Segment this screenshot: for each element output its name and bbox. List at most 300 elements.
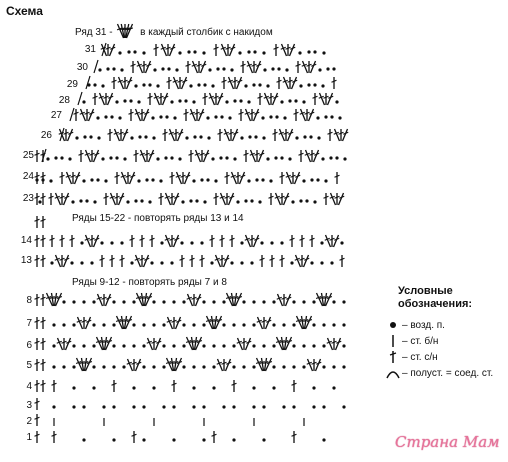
chain-stitch (250, 261, 253, 264)
chain-stitch (302, 100, 305, 103)
chain-stitch (182, 323, 185, 326)
chain-stitch (247, 100, 250, 103)
chain-stitch (52, 344, 55, 347)
chain-stitch (82, 100, 85, 103)
double-crochet-stitch (58, 338, 63, 350)
double-crochet-stitch (156, 338, 161, 350)
double-crochet-stitch (94, 235, 99, 247)
double-crochet-stitch (149, 150, 154, 162)
double-crochet-stitch (288, 129, 293, 141)
chain-stitch (335, 100, 338, 103)
chain-stitch (252, 300, 255, 303)
double-crochet-stitch (320, 93, 325, 105)
double-crochet-stitch (225, 129, 230, 141)
chain-stitch (302, 344, 305, 347)
chain-stitch (126, 200, 129, 203)
chain-stitch (262, 438, 265, 441)
double-crochet-stitch (304, 255, 309, 267)
chain-stitch (316, 178, 319, 181)
chain-stitch (292, 300, 295, 303)
double-crochet-stitch (290, 44, 295, 56)
chain-stitch (170, 100, 173, 103)
chain-stitch (97, 136, 100, 139)
double-crochet-stitch (196, 150, 201, 162)
chain-stitch (310, 261, 313, 264)
chain-stitch (252, 365, 255, 368)
row31-description: в каждый столбик с накидом (140, 27, 273, 38)
double-crochet-stitch (256, 61, 261, 73)
chain-stitch (342, 323, 345, 326)
chain-stitch (239, 99, 242, 102)
double-crochet-stitch (311, 61, 316, 73)
legend-item-single-crochet (386, 334, 438, 348)
chain-stitch (262, 405, 265, 408)
chain-stitch (52, 365, 55, 368)
double-crochet-stitch (251, 150, 256, 162)
chain-stitch (269, 115, 272, 118)
chain-stitch (202, 405, 205, 408)
chain-dot-icon (386, 318, 400, 332)
chain-stitch (152, 136, 155, 139)
row-number-6: 6 (26, 340, 32, 351)
chain-stitch (72, 386, 75, 389)
chain-stitch (102, 365, 105, 368)
chain-stitch (70, 261, 73, 264)
chain-stitch (280, 241, 283, 244)
chain-stitch (303, 135, 306, 138)
chain-stitch (38, 200, 41, 203)
chain-stitch (302, 365, 305, 368)
double-crochet-stitch (229, 77, 234, 89)
chain-stitch (202, 365, 205, 368)
chain-stitch (160, 261, 163, 264)
chain-stitch (72, 405, 75, 408)
chain-stitch (320, 241, 323, 244)
chain-stitch (151, 116, 154, 119)
chain-stitch (152, 386, 155, 389)
chain-stitch (222, 300, 225, 303)
double-crochet-stitch (136, 109, 141, 121)
row-number-28: 28 (58, 95, 70, 106)
double-crochet-stitch (210, 93, 215, 105)
chain-stitch (330, 261, 333, 264)
double-crochet-stitch (115, 129, 120, 141)
legend-item-slip-stitch (386, 366, 493, 380)
chain-stitch (89, 135, 92, 138)
double-crochet-stitch (230, 44, 235, 56)
chain-stitch (272, 365, 275, 368)
double-crochet-stitch (163, 93, 168, 105)
chain-stitch (140, 199, 143, 202)
chain-stitch (112, 67, 115, 70)
row-number-25: 25 (22, 150, 34, 161)
chain-stitch (222, 405, 225, 408)
chain-stitch (322, 323, 325, 326)
chain-stitch (106, 67, 109, 70)
chain-stitch (242, 365, 245, 368)
chain-stitch (262, 344, 265, 347)
chain-stitch (335, 156, 338, 159)
chain-stitch (322, 365, 325, 368)
chain-stitch (133, 50, 136, 53)
legend-label-double-crochet: – ст. с/н (402, 351, 438, 363)
chain-stitch (184, 99, 187, 102)
double-crochet-stitch (266, 317, 271, 329)
double-crochet-stitch (248, 61, 253, 73)
chain-stitch (134, 84, 137, 87)
double-crochet-stitch (258, 317, 263, 329)
chain-stitch (203, 83, 206, 86)
row31-label: Ряд 31 - (75, 27, 113, 38)
chain-stitch (109, 156, 112, 159)
double-crochet-stitch (314, 150, 319, 162)
double-crochet-stitch (284, 77, 289, 89)
chain-stitch (222, 67, 225, 70)
chain-stitch (102, 323, 105, 326)
chain-stitch (272, 323, 275, 326)
chain-stitch (152, 300, 155, 303)
chain-stitch (342, 405, 345, 408)
double-crochet-stitch (122, 172, 127, 184)
chain-stitch (156, 84, 159, 87)
chain-stitch (312, 323, 315, 326)
double-crochet-stitch (296, 255, 301, 267)
legend-label-slip-stitch: – полуст. = соед. ст. (402, 367, 494, 379)
chain-stitch (170, 261, 173, 264)
chain-stitch (292, 405, 295, 408)
chain-stitch (202, 323, 205, 326)
row-number-2: 2 (26, 416, 32, 427)
double-crochet-stitch (86, 317, 91, 329)
chain-stitch (167, 67, 170, 70)
double-crochet-stitch (170, 129, 175, 141)
row-number-7: 7 (26, 318, 32, 329)
chain-stitch (285, 68, 288, 71)
chain-stitch (148, 200, 151, 203)
chain-stitch (122, 300, 125, 303)
chain-stitch (230, 68, 233, 71)
chain-stitch (295, 136, 298, 139)
watermark: Страна Мам (395, 433, 500, 451)
double-crochet-stitch (237, 77, 242, 89)
chain-stitch (219, 156, 222, 159)
chain-stitch (340, 241, 343, 244)
chain-stitch (46, 157, 49, 160)
double-crochet-stitch (136, 359, 141, 371)
double-crochet-stitch (336, 338, 341, 350)
double-crochet-stitch (292, 77, 297, 89)
double-crochet-stitch (174, 77, 179, 89)
chain-stitch (193, 135, 196, 138)
chain-stitch (72, 344, 75, 347)
chain-stitch (172, 344, 175, 347)
chain-stitch (233, 99, 236, 102)
chain-stitch (207, 136, 210, 139)
chain-stitch (225, 100, 228, 103)
chain-stitch (178, 99, 181, 102)
chain-stitch (144, 135, 147, 138)
chain-stitch (170, 156, 173, 159)
chain-stitch (312, 386, 315, 389)
chain-stitch (206, 116, 209, 119)
chain-stitch (172, 438, 175, 441)
chain-stitch (292, 344, 295, 347)
chain-stitch (299, 84, 302, 87)
chain-stitch (82, 344, 85, 347)
chain-stitch (192, 405, 195, 408)
chain-stitch (200, 178, 203, 181)
chain-stitch (72, 365, 75, 368)
chain-stitch (98, 68, 101, 71)
chain-stitch (110, 241, 113, 244)
chain-stitch (90, 178, 93, 181)
double-crochet-stitch (108, 93, 113, 105)
row-number-31: 31 (84, 44, 96, 55)
double-crochet-stitch (204, 150, 209, 162)
chain-stitch (159, 179, 162, 182)
chain-stitch (252, 323, 255, 326)
chain-stitch (162, 344, 165, 347)
chain-stitch (62, 323, 65, 326)
legend-item-double-crochet (386, 350, 438, 364)
double-crochet-stitch (276, 193, 281, 205)
row-number-3: 3 (26, 400, 32, 411)
double-crochet-stitch (66, 338, 71, 350)
chain-stitch (248, 135, 251, 138)
chain-stitch (283, 116, 286, 119)
chain-stitch (212, 344, 215, 347)
chain-stitch (72, 300, 75, 303)
chain-stitch (127, 50, 130, 53)
chain-stitch (305, 199, 308, 202)
double-crochet-stitch (111, 193, 116, 205)
chain-stitch (230, 261, 233, 264)
double-crochet-stitch (182, 77, 187, 89)
chain-stitch (151, 178, 154, 181)
double-crochet-stitch (110, 44, 115, 56)
chain-stitch (123, 99, 126, 102)
double-crochet-stitch (308, 359, 313, 371)
chain-stitch (321, 157, 324, 160)
chain-stitch (182, 344, 185, 347)
row-number-14: 14 (20, 235, 32, 246)
chain-stitch (92, 300, 95, 303)
double-crochet-stitch (123, 129, 128, 141)
double-crochet-stitch (193, 61, 198, 73)
chain-stitch (240, 136, 243, 139)
double-crochet-stitch (316, 359, 321, 371)
chain-stitch (332, 323, 335, 326)
chain-stitch (195, 199, 198, 202)
chain-stitch (192, 386, 195, 389)
double-crochet-stitch (246, 338, 251, 350)
chain-stitch (342, 365, 345, 368)
double-crochet-stitch (75, 172, 80, 184)
double-crochet-stitch (78, 317, 83, 329)
double-crochet-stitch (94, 150, 99, 162)
chain-stitch (49, 179, 52, 182)
chain-stitch (238, 51, 241, 54)
chain-stitch (270, 241, 273, 244)
chain-stitch (330, 115, 333, 118)
double-crochet-stitch (119, 77, 124, 89)
chain-stitch (181, 200, 184, 203)
rows-15-22-note: Ряды 15-22 - повторять ряды 13 и 14 (72, 213, 244, 224)
chain-stitch (292, 365, 295, 368)
chain-stitch (211, 84, 214, 87)
chain-stitch (142, 323, 145, 326)
chain-stitch (232, 405, 235, 408)
double-crochet-stitch (339, 193, 344, 205)
chain-stitch (112, 438, 115, 441)
chain-stitch (192, 323, 195, 326)
chain-stitch (83, 135, 86, 138)
chain-stitch (275, 115, 278, 118)
chain-stitch (258, 200, 261, 203)
chain-stitch (112, 300, 115, 303)
chain-stitch (202, 51, 205, 54)
chain-stitch (134, 199, 137, 202)
chain-stitch (142, 365, 145, 368)
chain-stitch (54, 156, 57, 159)
double-crochet-stitch (178, 129, 183, 141)
chain-stitch (212, 365, 215, 368)
legend-title (398, 285, 472, 311)
double-crochet-stitch (177, 172, 182, 184)
chain-stitch (261, 178, 264, 181)
chain-stitch (172, 405, 175, 408)
row-number-26: 26 (40, 130, 52, 141)
chain-stitch (244, 84, 247, 87)
chain-stitch (220, 115, 223, 118)
double-crochet-stitch (218, 93, 223, 105)
chain-stitch (93, 83, 96, 86)
double-crochet-stitch (166, 235, 171, 247)
chain-stitch (244, 199, 247, 202)
double-crochet-stitch (222, 44, 227, 56)
slip-stitch-arc-icon (386, 366, 400, 380)
edge-stitch (94, 60, 98, 73)
rows-9-12-note: Ряды 9-12 - повторять ряды 7 и 8 (72, 277, 227, 288)
chain-stitch (247, 50, 250, 53)
chain-stitch (199, 135, 202, 138)
chain-stitch (313, 200, 316, 203)
chain-stitch (242, 323, 245, 326)
chain-stitch (203, 200, 206, 203)
chain-stitch (292, 323, 295, 326)
chain-stitch (75, 136, 78, 139)
double-crochet-stitch (86, 150, 91, 162)
chain-stitch (142, 405, 145, 408)
chain-stitch (208, 68, 211, 71)
double-crochet-stitch (86, 235, 91, 247)
edge-stitch (86, 76, 90, 89)
chain-stitch (52, 323, 55, 326)
double-crochet-stitch (218, 359, 223, 371)
chain-stitch (216, 67, 219, 70)
chain-stitch (178, 51, 181, 54)
double-crochet-stitch (176, 317, 181, 329)
double-crochet-stitch (174, 235, 179, 247)
chain-stitch (262, 51, 265, 54)
double-crochet-stitch (170, 44, 175, 56)
chain-stitch (212, 386, 215, 389)
chain-stitch (92, 365, 95, 368)
chain-stitch (233, 157, 236, 160)
chain-stitch (266, 84, 269, 87)
chain-stitch (262, 136, 265, 139)
chain-stitch (322, 405, 325, 408)
double-crochet-stitch (238, 338, 243, 350)
chain-stitch (232, 323, 235, 326)
chain-stitch (52, 405, 55, 408)
double-crochet-stitch (306, 150, 311, 162)
chain-stitch (329, 156, 332, 159)
chain-stitch (322, 51, 325, 54)
row-number-5: 5 (26, 360, 32, 371)
double-crochet-stitch (303, 61, 308, 73)
chain-stitch (112, 323, 115, 326)
chain-stitch (254, 135, 257, 138)
chain-stitch (202, 438, 205, 441)
chain-stitch (72, 323, 75, 326)
double-crochet-stitch (199, 109, 204, 121)
chain-stitch (258, 83, 261, 86)
double-crochet-stitch (226, 359, 231, 371)
row-number-4: 4 (26, 381, 32, 392)
chain-stitch (202, 344, 205, 347)
chain-stitch (142, 83, 145, 86)
double-crochet-stitch (166, 193, 171, 205)
chain-stitch (250, 199, 253, 202)
double-crochet-stitch (106, 294, 111, 306)
chain-stitch (92, 386, 95, 389)
legend-title-line2: обозначения: (398, 298, 473, 310)
double-crochet-icon (386, 350, 400, 364)
chain-stitch (202, 300, 205, 303)
row-number-29: 29 (66, 79, 78, 90)
chain-stitch (290, 261, 293, 264)
row-number-27: 27 (50, 110, 62, 121)
chain-stitch (110, 115, 113, 118)
chain-stitch (182, 365, 185, 368)
chain-stitch (115, 156, 118, 159)
double-crochet-stitch (100, 93, 105, 105)
row-number-8: 8 (26, 295, 32, 306)
chain-stitch (307, 50, 310, 53)
chain-stitch (145, 178, 148, 181)
chain-stitch (112, 405, 115, 408)
chain-stitch (313, 83, 316, 86)
chain-stitch (180, 241, 183, 244)
double-crochet-stitch (284, 193, 289, 205)
chain-stitch (210, 261, 213, 264)
double-crochet-stitch (128, 359, 133, 371)
chain-stitch (222, 323, 225, 326)
chain-stitch (82, 300, 85, 303)
chain-stitch (309, 135, 312, 138)
chain-stitch (122, 344, 125, 347)
double-crochet-stitch (334, 235, 339, 247)
chain-stitch (272, 386, 275, 389)
chain-stitch (274, 156, 277, 159)
chain-stitch (263, 68, 266, 71)
double-crochet-stitch (201, 61, 206, 73)
chain-stitch (298, 51, 301, 54)
row-number-24: 24 (22, 171, 34, 182)
chain-stitch (272, 344, 275, 347)
double-crochet-stitch (229, 193, 234, 205)
